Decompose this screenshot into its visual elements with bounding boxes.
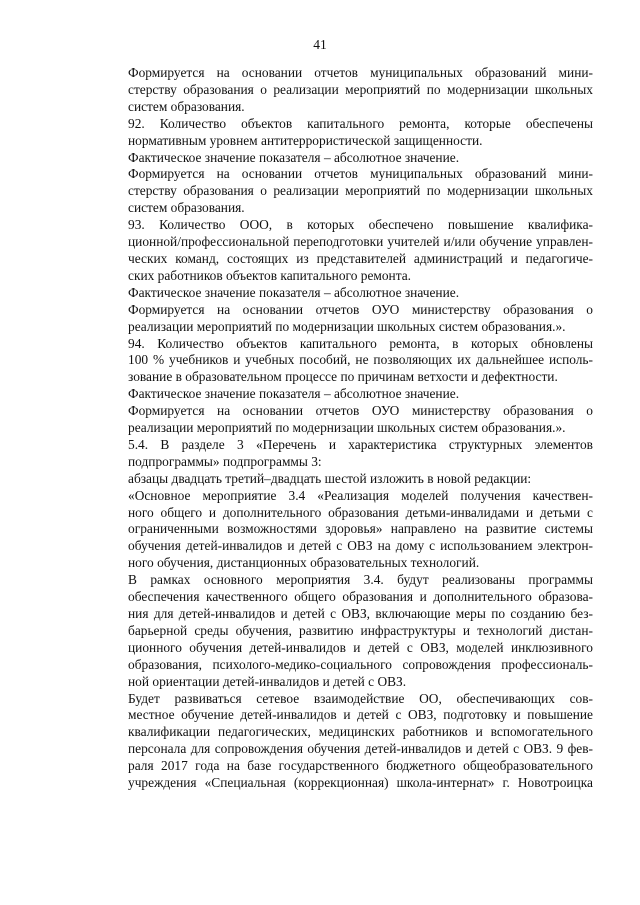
text-line: нормативным уровнем антитеррористической защищенности. xyxy=(128,132,483,148)
paragraph xyxy=(94,65,593,116)
text-line: ного общего и дополнительного образования детьми-инвалидами и детьми с xyxy=(128,504,593,520)
text-line: 92. Количество объектов капитального ремонта, которые обеспечены xyxy=(128,115,593,131)
text-line: раля 2017 года на базе государственного бюджетного общеобразовательного xyxy=(128,758,593,774)
text-line: ционного обучения детей-инвалидов и детей с ОВЗ, моделей инклюзивного xyxy=(128,639,593,655)
text-line: 94. Количество объектов капитального ремонта, в которых обновлены xyxy=(128,335,593,351)
text-line: 100 % учебников и учебных пособий, не позволяющих их дальнейшее исполь- xyxy=(128,352,593,368)
paragraph xyxy=(94,166,593,217)
text-line: 5.4. В разделе 3 «Перечень и характеристика структурных элементов xyxy=(128,436,593,452)
text-line: ного обучения, дистанционных образовательных технологий. xyxy=(128,555,480,571)
paragraph xyxy=(94,336,593,387)
text-line: учреждения «Специальная (коррекционная) школа-интернат» г. Новотроицка xyxy=(128,775,593,791)
text-line: ских работников объектов капитального ремонта. xyxy=(128,267,412,283)
text-line: Формируется на основании отчетов ОУО министерству образования о xyxy=(128,301,593,317)
text-line: подпрограммы» подпрограммы 3: xyxy=(128,453,322,469)
text-line: систем образования. xyxy=(128,98,245,114)
text-line: квалификации педагогических, медицинских работников и вспомогательного xyxy=(128,724,593,740)
text-line: Формируется на основании отчетов муниципальных образований мини- xyxy=(128,65,593,80)
text-line: систем образования. xyxy=(128,200,245,216)
text-line: персонала для сопровождения обучения детей-инвалидов и детей с ОВЗ. 9 фев- xyxy=(128,741,593,757)
text-line: реализации мероприятий по модернизации школьных систем образования.». xyxy=(128,420,566,436)
text-line: Фактическое значение показателя – абсолютное значение. xyxy=(128,149,460,165)
paragraph xyxy=(94,150,593,167)
paragraph xyxy=(94,471,593,488)
paragraph xyxy=(94,572,593,690)
text-line: ограниченными возможностями здоровья» направлено на развитие системы xyxy=(128,521,593,537)
text-line: ционной/профессиональной переподготовки учителей и/или обучение управлен- xyxy=(128,234,593,250)
text-line: зование в образовательном процессе по причинам ветхости и дефектности. xyxy=(128,369,558,385)
text-line: В рамках основного мероприятия 3.4. будут реализованы программы xyxy=(128,572,593,588)
paragraph xyxy=(94,437,593,471)
text-line: стерству образования о реализации мероприятий по модернизации школьных xyxy=(128,81,593,97)
document-body xyxy=(94,65,593,792)
text-line: ния для детей-инвалидов и детей с ОВЗ, включающие меры по созданию без- xyxy=(128,606,593,621)
text-line: местное обучение детей-инвалидов и детей с ОВЗ, подготовку и повышение xyxy=(128,707,593,723)
paragraph xyxy=(94,285,593,302)
paragraph xyxy=(94,116,593,150)
text-line: Формируется на основании отчетов муниципальных образований мини- xyxy=(128,166,593,182)
text-line: обучения детей-инвалидов и детей с ОВЗ на дому с использованием электрон- xyxy=(128,538,593,554)
text-line: обеспечения качественного общего образования и дополнительного образова- xyxy=(128,589,593,605)
text-line: ной ориентации детей-инвалидов и детей с ОВЗ. xyxy=(128,673,407,689)
page-number: 41 xyxy=(313,37,327,52)
text-line: Будет развиваться сетевое взаимодействие ОО, обеспечивающих сов- xyxy=(128,690,593,706)
text-line: Фактическое значение показателя – абсолютное значение. xyxy=(128,386,460,402)
text-line: 93. Количество ООО, в которых обеспечено повышение квалифика- xyxy=(128,217,593,233)
text-line: Формируется на основании отчетов ОУО министерству образования о xyxy=(128,403,593,419)
text-line: барьерной среды обучения, развитию инфраструктуры и технологий дистан- xyxy=(128,622,593,638)
paragraph xyxy=(94,691,593,792)
paragraph xyxy=(94,302,593,336)
text-line: абзацы двадцать третий–двадцать шестой изложить в новой редакции: xyxy=(128,470,532,486)
text-line: ческих команд, состоящих из представителей администраций и педагогиче- xyxy=(128,250,593,266)
text-line: образования, психолого-медико-социального сопровождения профессиональ- xyxy=(128,656,593,672)
text-line: «Основное мероприятие 3.4 «Реализация моделей получения качествен- xyxy=(128,487,593,503)
paragraph xyxy=(94,386,593,403)
paragraph xyxy=(94,403,593,437)
text-line: Фактическое значение показателя – абсолютное значение. xyxy=(128,284,460,300)
paragraph xyxy=(94,488,593,573)
paragraph xyxy=(94,217,593,285)
text-line: реализации мероприятий по модернизации школьных систем образования.». xyxy=(128,318,566,334)
text-line: стерству образования о реализации мероприятий по модернизации школьных xyxy=(128,183,593,199)
